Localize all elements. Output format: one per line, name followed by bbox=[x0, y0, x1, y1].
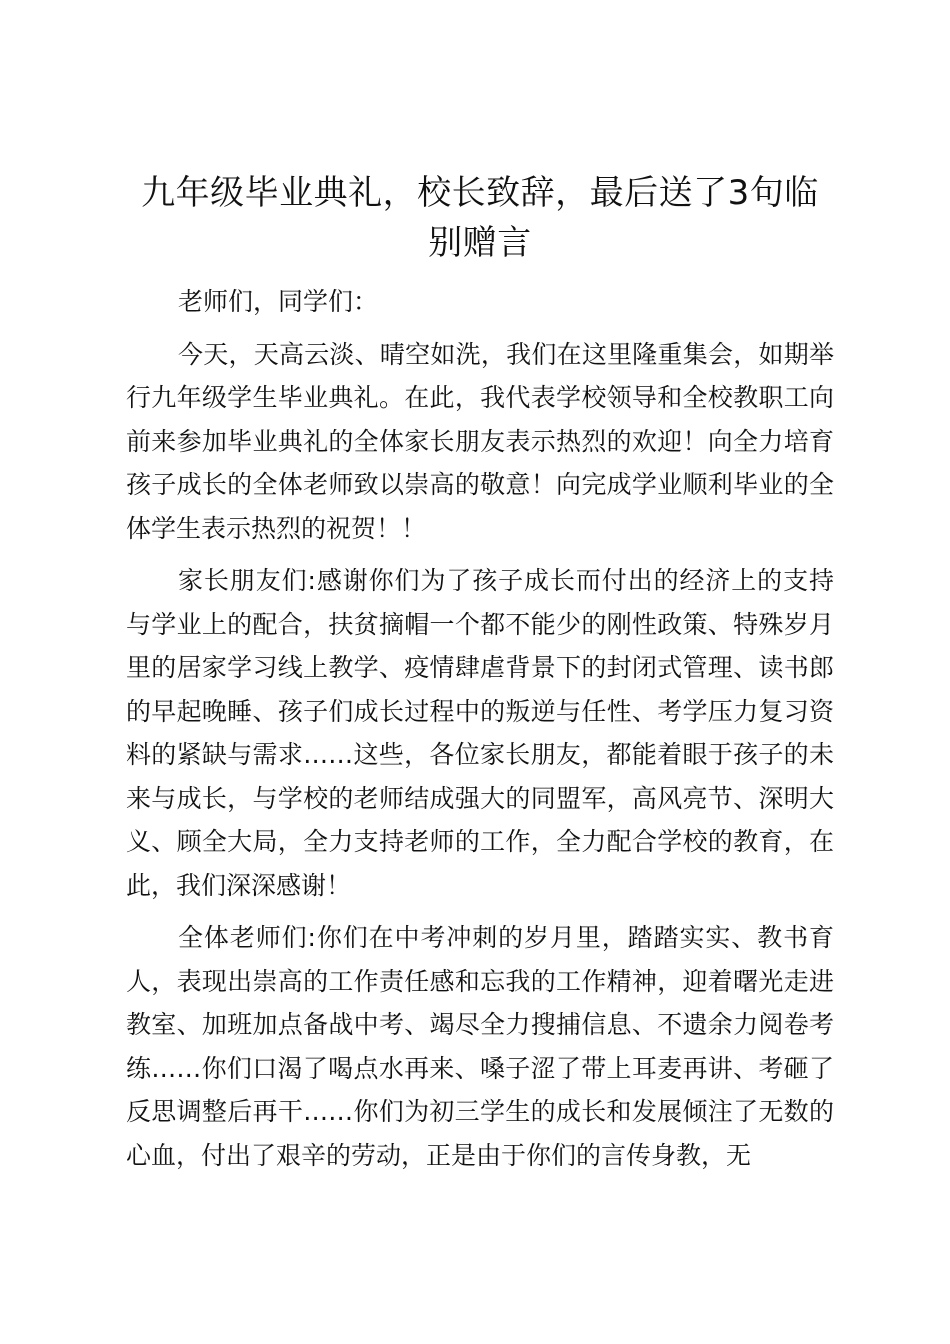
paragraph-opening: 今天，天高云淡、晴空如洗，我们在这里隆重集会，如期举行九年级学生毕业典礼。在此，我代表学校领导和全校教职工向前来参加毕业典礼的全体家长朋友表示热烈的欢迎！向全力培育孩子成长的全体老师致以崇高的敬意！向完成学业顺利毕业的全体学生表示热烈的祝贺！！ bbox=[126, 339, 834, 543]
document-page bbox=[126, 168, 834, 1177]
document-title: 九年级毕业典礼，校长致辞，最后送了3句临别赠言 bbox=[141, 173, 819, 263]
paragraph-teachers: 全体老师们:你们在中考冲刺的岁月里，踏踏实实、教书育人，表现出崇高的工作责任感和忘我的工作精神，迎着曙光走进教室、加班加点备战中考、竭尽全力搜捕信息、不遗余力阅卷考练……你们口渴了喝点水再来、嗓子涩了带上耳麦再讲、考砸了反思调整后再干……你们为初三学生的成长和发展倾注了无数的心血，付出了艰辛的劳动，正是由于你们的言传身教，无 bbox=[126, 923, 834, 1170]
paragraph-parents: 家长朋友们:感谢你们为了孩子成长而付出的经济上的支持与学业上的配合，扶贫摘帽一个都不能少的刚性政策、特殊岁月里的居家学习线上教学、疫情肆虐背景下的封闭式管理、读书郎的早起晚睡、孩子们成长过程中的叛逆与任性、考学压力复习资料的紧缺与需求……这些，各位家长朋友，都能着眼于孩子的未来与成长，与学校的老师结成强大的同盟军，高风亮节、深明大义、顾全大局，全力支持老师的工作，全力配合学校的教育，在此，我们深深感谢！ bbox=[126, 566, 834, 900]
salutation: 老师们，同学们： bbox=[178, 287, 379, 316]
